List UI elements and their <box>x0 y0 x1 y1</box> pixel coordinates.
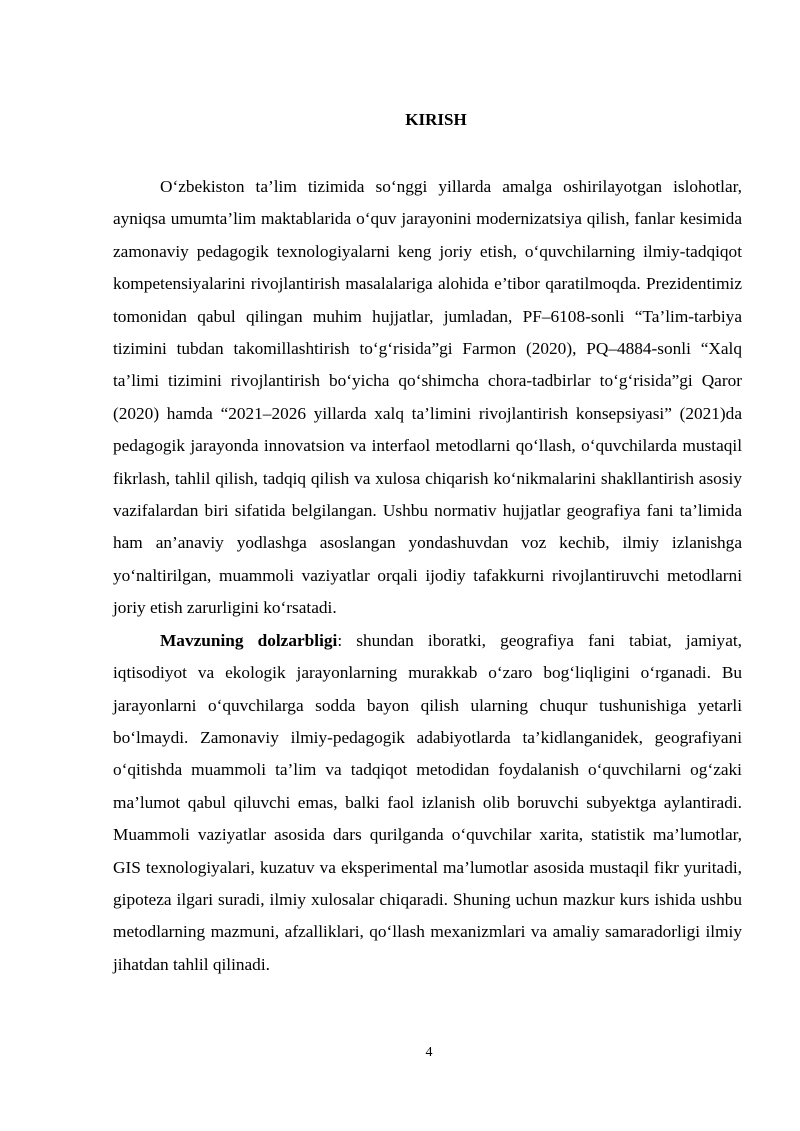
relevance-term: Mavzuning dolzarbligi <box>160 630 338 650</box>
relevance-paragraph <box>113 625 742 981</box>
page-number: 4 <box>425 1045 433 1060</box>
relevance-text: : shundan iboratki, geografiya fani tabiat, jamiyat, iqtisodiyot va ekologik jarayonlarning murakkab o‘zaro bog‘liqligini o‘rganadi. Bu jarayonlarni o‘quvchilarga sodda bayon qilish ularning chuqur tushunishiga yetarli bo‘lmaydi. Zamonaviy ilmiy-pedagogik adabiyotlarda ta’kidlanganidek, geografiyani o‘qitishda muammoli ta’lim va tadqiqot metodidan foydalanish o‘quvchilarni og‘zaki ma’lumot qabul qiluvchi emas, balki faol izlanish olib boruvchi subyektga aylantiradi. Muammoli vaziyatlar asosida dars qurilganda o‘quvchilar xarita, statistik ma’lumotlar, GIS texnologiyalari, kuzatuv va eksperimental ma’lumotlar asosida mustaqil fikr yuritadi, gipoteza ilgari suradi, ilmiy xulosalar chiqaradi. Shuning uchun mazkur kurs ishida ushbu metodlarning mazmuni, afzalliklari, qo‘llash mexanizmlari va amaliy samaradorligi ilmiy jihatdan tahlil qilinadi. <box>113 630 742 974</box>
body-text <box>113 171 742 981</box>
page-title: KIRISH <box>405 110 467 129</box>
intro-paragraph: O‘zbekiston ta’lim tizimida so‘nggi yillarda amalga oshirilayotgan islohotlar, ayniqsa umumta’lim maktablarida o‘quv jarayonini modernizatsiya qilish, fanlar kesimida zamonaviy pedagogik texnologiyalarni keng joriy etish, o‘quvchilarning ilmiy-tadqiqot kompetensiyalarini rivojlantirish masalalariga alohida e’tibor qaratilmoqda. Prezidentimiz tomonidan qabul qilingan muhim hujjatlar, jumladan, PF–6108-sonli “Ta’lim-tarbiya tizimini tubdan takomillashtirish to‘g‘risida”gi Farmon (2020), PQ–4884-sonli “Xalq ta’limi tizimini rivojlantirish bo‘yicha qo‘shimcha chora-tadbirlar to‘g‘risida”gi Qaror (2020) hamda “2021–2026 yillarda xalq ta’limini rivojlantirish konsepsiyasi” (2021)da pedagogik jarayonda innovatsion va interfaol metodlarni qo‘llash, o‘quvchilarda mustaqil fikrlash, tahlil qilish, tadqiq qilish va xulosa chiqarish ko‘nikmalarini shakllantirish asosiy vazifalardan biri sifatida belgilangan. Ushbu normativ hujjatlar geografiya fani ta’limida ham an’anaviy yodlashga asoslangan yondashuvdan voz kechib, ilmiy izlanishga yo‘naltirilgan, muammoli vaziyatlar orqali ijodiy tafakkurni rivojlantiruvchi metodlarni joriy etish zarurligini ko‘rsatadi. <box>113 177 742 618</box>
